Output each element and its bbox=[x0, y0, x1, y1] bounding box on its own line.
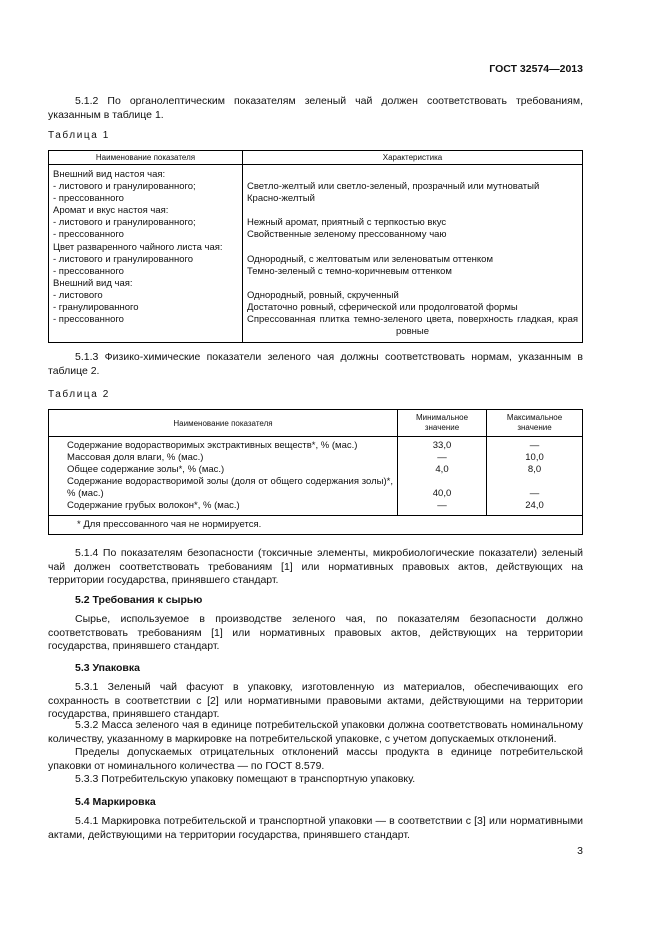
paragraph-5-3-3: 5.3.3 Потребительскую упаковку помещают в транспортную упаковку. bbox=[75, 773, 416, 785]
table-1-name: Цвет разваренного чайного листа чая: bbox=[53, 241, 223, 253]
table-2-row-name: Массовая доля влаги, % (мас.) bbox=[67, 452, 204, 464]
paragraph-5-3-1: 5.3.1 Зеленый чай фасуют в упаковку, изготовленную из материалов, обеспечивающих его сохранность в соответствии с [2] или нормативными правовыми актами, действующими на территории государства, принявшего стандарт. bbox=[48, 681, 583, 720]
paragraph-5-3-2-limits: Пределы допускаемых отрицательных отклонений массы продукта в единице потребительской упаковки от номинального количества — по ГОСТ 8.579. bbox=[48, 746, 583, 772]
table-1-value: Однородный, ровный, скрученный bbox=[247, 289, 399, 301]
table-1-name: Внешний вид настоя чая: bbox=[53, 169, 166, 180]
table-1-value: Светло-желтый или светло-зеленый, прозрачный или мутноватый bbox=[247, 181, 540, 193]
table-2-row-name: Содержание грубых волокон*, % (мас.) bbox=[67, 500, 240, 512]
table-1-value: Свойственные зеленому прессованному чаю bbox=[247, 229, 447, 241]
table-2-row-min: — bbox=[437, 500, 447, 512]
table-2-header-min: Минимальное значение bbox=[398, 410, 487, 437]
table-1-names-cell bbox=[49, 165, 243, 343]
table-1-value bbox=[247, 242, 578, 254]
table-2-names-cell bbox=[49, 437, 398, 516]
section-5-3-title: 5.3 Упаковка bbox=[75, 662, 140, 674]
table-1 bbox=[48, 150, 583, 343]
paragraph-5-3-2: 5.3.2 Масса зеленого чая в единице потребительской упаковки должна соответствовать номинальному количеству, указанному в маркировке на потребительской упаковке, с учетом допускаемых отклонений. bbox=[48, 719, 583, 745]
table-2-row-name: Содержание водорастворимой золы (доля от общего содержания золы)*, % (мас.) bbox=[67, 476, 393, 500]
table-1-value bbox=[247, 169, 578, 181]
table-1-header-characteristic: Характеристика bbox=[243, 151, 583, 165]
table-2 bbox=[48, 409, 583, 535]
table-2-header-max: Максимальное значение bbox=[487, 410, 583, 437]
table-1-value: Спрессованная плитка темно-зеленого цвета, поверхность гладкая, края ровные bbox=[247, 314, 578, 338]
paragraph-5-4-1: 5.4.1 Маркировка потребительской и транспортной упаковки — в соответствии с [3] или нормативными актами, действующими на территории государства, принявшего стандарт. bbox=[48, 815, 583, 841]
table-2-row-max: 8,0 bbox=[527, 464, 542, 476]
table-1-name: - прессованного bbox=[53, 193, 124, 205]
table-1-name: - прессованного bbox=[53, 265, 124, 277]
table-1-name: - листового и гранулированного; bbox=[53, 181, 196, 193]
table-1-value: Однородный, с желтоватым или зеленоватым оттенком bbox=[247, 253, 493, 265]
table-1-name: - прессованного bbox=[53, 314, 124, 326]
table-1-value bbox=[247, 205, 578, 217]
section-5-2-title: 5.2 Требования к сырью bbox=[75, 594, 203, 606]
table-2-row-max: 10,0 bbox=[525, 452, 544, 464]
table-1-name: - листового и гранулированного bbox=[53, 253, 194, 265]
table-1-name: - прессованного bbox=[53, 229, 124, 241]
table-1-value: Темно-зеленый с темно-коричневым оттенком bbox=[247, 265, 452, 277]
table-2-row-min: — bbox=[437, 452, 447, 464]
table-1-name: - гранулированного bbox=[53, 302, 139, 314]
table-2-row-max: — bbox=[529, 488, 540, 500]
table-1-name: Внешний вид чая: bbox=[53, 277, 133, 289]
paragraph-5-1-4: 5.1.4 По показателям безопасности (токсичные элементы, микробиологические показатели) зеленый чай должен соответствовать требованиям [1] или нормативных правовых актов, действующих на территории государства, принявшего стандарт. bbox=[48, 547, 583, 586]
section-5-4-title: 5.4 Маркировка bbox=[75, 796, 156, 808]
table-2-row-max: 24,0 bbox=[525, 500, 544, 512]
table-2-max-cell bbox=[487, 437, 583, 516]
section-5-2-text: Сырье, используемое в производстве зеленого чая, по показателям безопасности должно соответствовать требованиям [1] или нормативных правовых актов, действующих на территории государства, принявшего стандарт. bbox=[48, 613, 583, 652]
table-2-caption: Таблица 2 bbox=[48, 389, 110, 400]
table-2-row-min: 40,0 bbox=[432, 488, 452, 500]
table-1-caption: Таблица 1 bbox=[48, 130, 110, 141]
table-1-header-name: Наименование показателя bbox=[49, 151, 243, 165]
paragraph-5-1-3: 5.1.3 Физико-химические показатели зеленого чая должны соответствовать нормам, указанным в таблице 2. bbox=[48, 351, 583, 377]
table-2-min-cell bbox=[398, 437, 487, 516]
page-number: 3 bbox=[577, 845, 583, 857]
table-1-values-cell bbox=[243, 165, 583, 343]
table-1-name: - листового bbox=[53, 289, 103, 301]
table-2-header-name: Наименование показателя bbox=[49, 410, 398, 437]
table-2-row-min: 33,0 bbox=[432, 440, 452, 451]
table-1-name: Аромат и вкус настоя чая: bbox=[53, 205, 169, 217]
table-2-row-min: 4,0 bbox=[435, 464, 449, 476]
standard-number: ГОСТ 32574—2013 bbox=[489, 63, 583, 75]
table-2-footnote: * Для прессованного чая не нормируется. bbox=[49, 515, 583, 534]
table-2-row-max: — bbox=[529, 440, 540, 451]
table-1-value bbox=[247, 278, 578, 290]
table-2-row-name: Общее содержание золы*, % (мас.) bbox=[67, 464, 225, 476]
table-1-value: Нежный аромат, приятный с терпкостью вкус bbox=[247, 217, 447, 229]
table-1-value: Красно-желтый bbox=[247, 193, 315, 205]
table-1-value: Достаточно ровный, сферической или продолговатой формы bbox=[247, 302, 518, 314]
table-1-name: - листового и гранулированного; bbox=[53, 217, 196, 229]
paragraph-5-1-2: 5.1.2 По органолептическим показателям зеленый чай должен соответствовать требованиям, указанным в таблице 1. bbox=[48, 95, 583, 121]
table-2-row-name: Содержание водорастворимых экстрактивных веществ*, % (мас.) bbox=[67, 440, 358, 451]
